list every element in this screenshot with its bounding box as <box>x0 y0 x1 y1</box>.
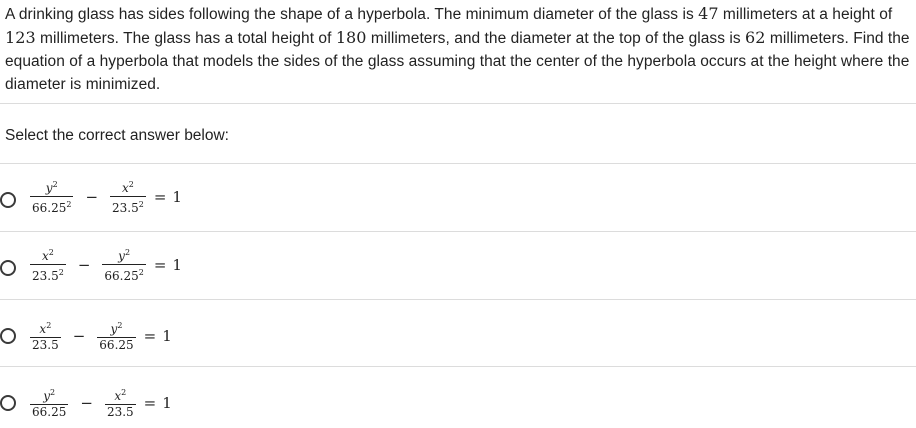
exponent: 2 <box>121 388 127 397</box>
option-equation <box>30 178 182 215</box>
math-number: 47 <box>698 4 719 23</box>
question-text-segment: millimeters at a height of <box>718 6 893 23</box>
option-equation <box>30 246 182 283</box>
minus-sign: − <box>77 255 91 274</box>
numerator-variable: y <box>43 389 51 403</box>
question-text-segment: millimeters. The glass has a total height of <box>35 30 336 47</box>
exponent: 2 <box>128 180 134 189</box>
divider <box>0 366 916 367</box>
exponent: 2 <box>66 200 72 209</box>
divider <box>0 299 916 300</box>
question-text-segment: A drinking glass has sides following the shape of a hyperbola. The minimum diameter of the glass is <box>5 6 699 23</box>
right-hand-side: 1 <box>162 393 172 412</box>
numerator-variable: x <box>114 389 122 403</box>
denominator-value: 66.25 <box>32 405 67 419</box>
second-fraction <box>102 246 145 283</box>
exponent: 2 <box>50 388 56 397</box>
exponent: 2 <box>138 200 144 209</box>
second-fraction <box>105 386 136 419</box>
question-text <box>5 2 913 96</box>
option-equation <box>30 319 172 352</box>
right-hand-side: 1 <box>172 255 182 274</box>
minus-sign: − <box>85 187 99 206</box>
numerator-variable: x <box>122 181 129 195</box>
divider <box>0 231 916 232</box>
radio-button[interactable] <box>0 260 16 276</box>
exponent: 2 <box>48 248 54 257</box>
denominator-value: 66.25 <box>104 269 139 283</box>
exponent: 2 <box>124 248 131 257</box>
equals-sign: = <box>143 326 157 345</box>
math-number: 62 <box>745 28 766 47</box>
radio-button[interactable] <box>0 328 16 344</box>
first-fraction <box>30 178 73 215</box>
radio-button[interactable] <box>0 395 16 411</box>
math-number: 180 <box>335 28 367 47</box>
denominator-value: 23.5 <box>32 338 59 352</box>
answer-option-2[interactable] <box>0 243 916 293</box>
divider <box>0 163 916 164</box>
numerator-variable: y <box>118 249 125 263</box>
numerator-variable: x <box>39 322 47 336</box>
denominator-value: 23.5 <box>32 269 59 283</box>
exponent: 2 <box>138 268 144 277</box>
exponent: 2 <box>46 321 52 330</box>
numerator-variable: x <box>41 249 49 263</box>
denominator-value: 66.25 <box>32 201 67 215</box>
option-equation <box>30 386 172 419</box>
exponent: 2 <box>117 321 123 330</box>
right-hand-side: 1 <box>172 187 182 206</box>
minus-sign: − <box>72 326 86 345</box>
second-fraction <box>110 178 146 215</box>
first-fraction <box>30 386 68 419</box>
equals-sign: = <box>143 393 157 412</box>
radio-button[interactable] <box>0 192 16 208</box>
answer-option-1[interactable] <box>0 175 916 225</box>
first-fraction <box>30 246 66 283</box>
numerator-variable: y <box>110 322 118 336</box>
denominator-value: 66.25 <box>99 338 134 352</box>
answer-option-4[interactable] <box>0 378 916 428</box>
numerator-variable: y <box>45 181 53 195</box>
equals-sign: = <box>153 187 167 206</box>
right-hand-side: 1 <box>162 326 172 345</box>
divider <box>0 103 916 104</box>
first-fraction <box>30 319 61 352</box>
minus-sign: − <box>80 393 93 412</box>
denominator-value: 23.5 <box>106 405 134 419</box>
answer-option-3[interactable] <box>0 311 916 361</box>
math-number: 123 <box>5 28 36 47</box>
exponent: 2 <box>58 268 64 277</box>
question-text-segment: millimeters, and the diameter at the top of the glass is <box>366 30 746 47</box>
second-fraction <box>97 319 135 352</box>
answer-prompt: Select the correct answer below: <box>5 127 229 144</box>
exponent: 2 <box>52 180 58 189</box>
denominator-value: 23.5 <box>112 201 139 215</box>
question-text-segment: millimeters. Find the equation of a hyperbola that models the sides of the glass assuming that the center of the hyperbola occurs at the height where the diameter is minimized. <box>5 30 910 93</box>
equals-sign: = <box>153 255 167 274</box>
